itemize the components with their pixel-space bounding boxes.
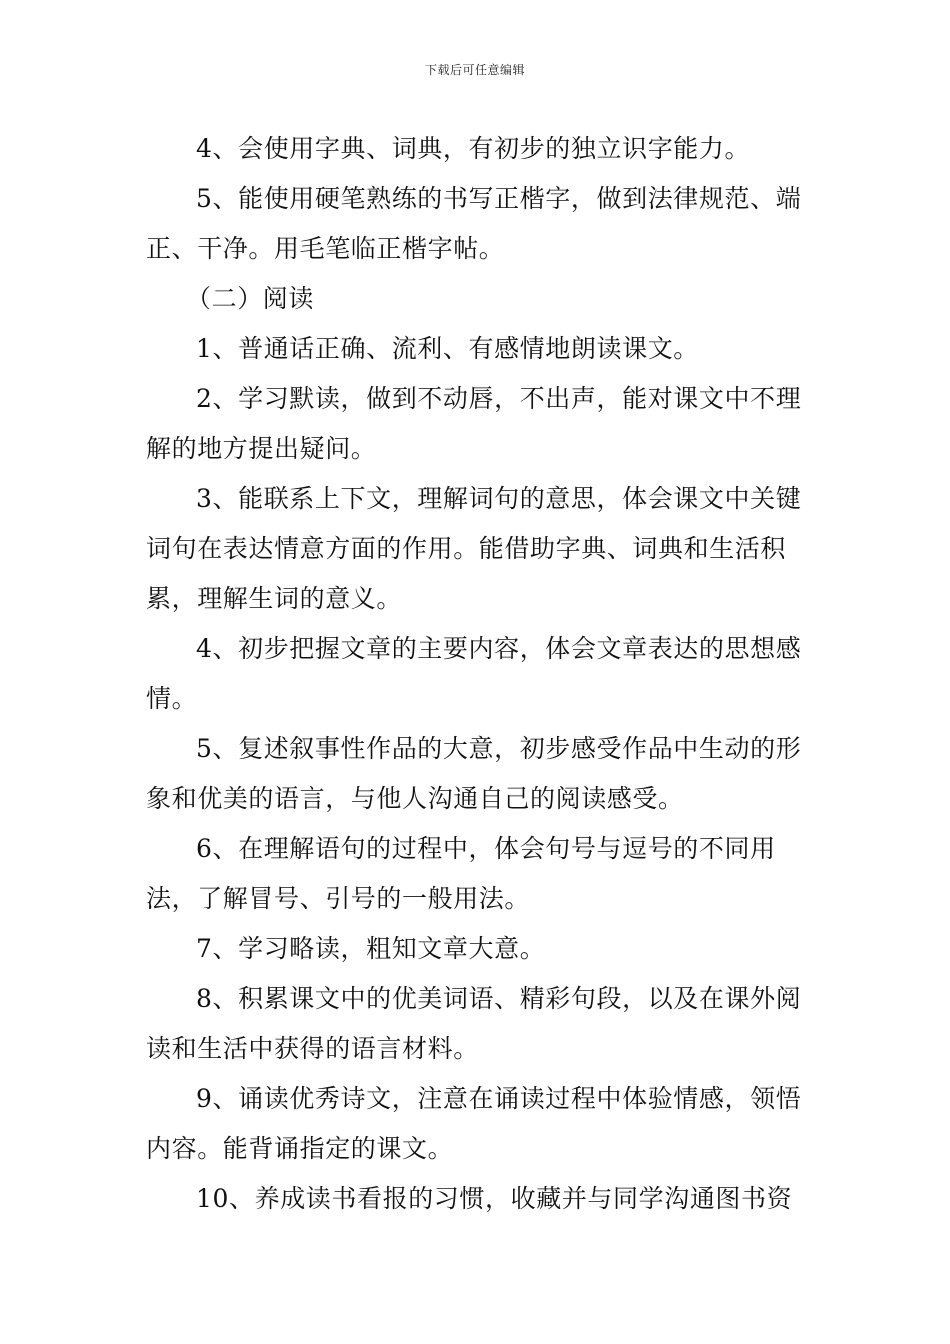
page-header-note: 下载后可任意编辑 bbox=[424, 63, 525, 77]
paragraph-item-6-punctuation: 6、在理解语句的过程中，体会句号与逗号的不同用法，了解冒号、引号的一般用法。 bbox=[146, 834, 776, 913]
paragraph-item-5-handwriting: 5、能使用硬笔熟练的书写正楷字，做到法律规范、端正、干净。用毛笔临正楷字帖。 bbox=[146, 184, 802, 263]
paragraph-item-8-accumulation: 8、积累课文中的优美词语、精彩句段，以及在课外阅读和生活中获得的语言材料。 bbox=[146, 984, 802, 1063]
paragraph-item-3-context: 3、能联系上下文，理解词句的意思，体会课文中关键词句在表达情意方面的作用。能借助字典、词典和生活积累，理解生词的意义。 bbox=[146, 484, 802, 613]
section-heading-reading: （二）阅读 bbox=[186, 284, 315, 313]
paragraph-item-1-reading-aloud: 1、普通话正确、流利、有感情地朗读课文。 bbox=[196, 334, 699, 363]
paragraph-item-4-dictionary: 4、会使用字典、词典，有初步的独立识字能力。 bbox=[196, 134, 751, 163]
paragraph-item-2-silent-reading: 2、学习默读，做到不动唇，不出声，能对课文中不理解的地方提出疑问。 bbox=[146, 384, 802, 463]
paragraph-item-9-poetry: 9、诵读优秀诗文，注意在诵读过程中体验情感，领悟内容。能背诵指定的课文。 bbox=[146, 1084, 802, 1163]
paragraph-item-7-skimming: 7、学习略读，粗知文章大意。 bbox=[196, 934, 546, 963]
paragraph-item-10-reading-habit: 10、养成读书看报的习惯，收藏并与同学沟通图书资 bbox=[196, 1184, 793, 1213]
document-body bbox=[146, 124, 816, 1224]
paragraph-item-5-retelling: 5、复述叙事性作品的大意，初步感受作品中生动的形象和优美的语言，与他人沟通自己的阅读感受。 bbox=[146, 734, 802, 813]
paragraph-item-4-main-content: 4、初步把握文章的主要内容，体会文章表达的思想感情。 bbox=[146, 634, 802, 713]
